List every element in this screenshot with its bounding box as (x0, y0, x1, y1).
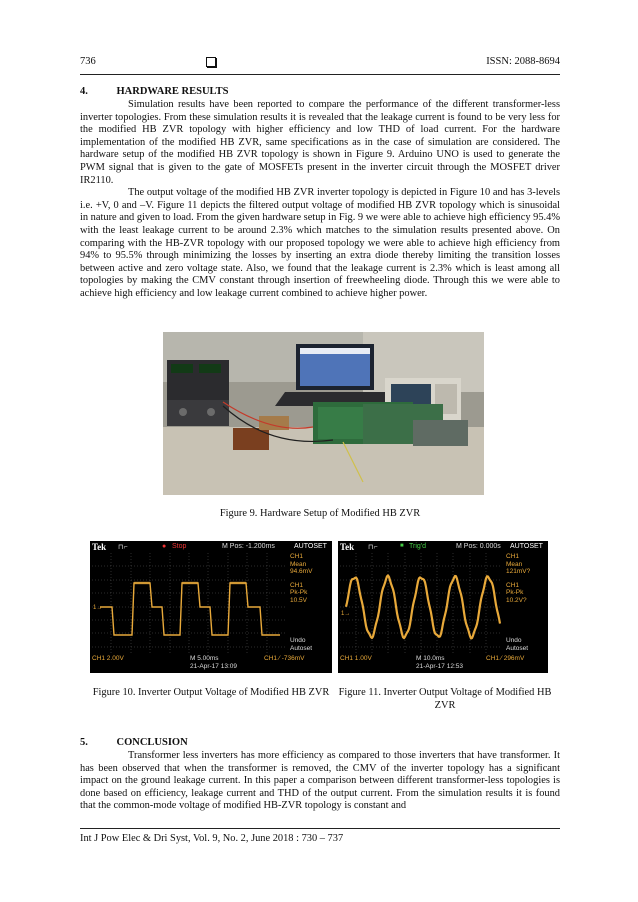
meas-pkpk-value: 10.2V? (506, 596, 527, 604)
meas-mean-label: Mean (506, 560, 523, 568)
hardware-setup-illustration (163, 332, 484, 495)
scope-mpos: M Pos: 0.000s (456, 543, 501, 550)
page-header (80, 56, 560, 72)
svg-text:1→: 1→ (93, 605, 103, 611)
meas-pkpk-value: 10.5V (290, 596, 307, 604)
section-4-number: 4. (80, 86, 88, 97)
scope-brand: Tek (92, 542, 107, 552)
meas-mean-value: 94.6mV (290, 568, 313, 575)
svg-text:1→: 1→ (341, 611, 351, 617)
scope-autoset: AUTOSET (294, 543, 327, 550)
meas-mean-label: Mean (290, 560, 307, 568)
meas-ch1: CH1 (506, 553, 520, 560)
scope-grid (340, 553, 502, 660)
checkbox-glyph-icon (206, 57, 216, 67)
scope-undo (286, 637, 312, 652)
scope-topbar (90, 541, 332, 553)
autoset-label: Autoset (506, 644, 529, 652)
trigger-pulse-icon: ⊓⌐ (118, 544, 128, 551)
scope-date: 21-Apr-17 12:53 (416, 663, 463, 670)
undo-label: Undo (290, 637, 306, 644)
hardware-setup-photo (163, 332, 484, 495)
time-scale: M 10.0ms (416, 655, 445, 662)
figure-10-oscilloscope (90, 541, 332, 673)
meas-mean-value: 121mV? (506, 568, 531, 575)
section-4-title: HARDWARE RESULTS (116, 86, 229, 97)
header-rule (80, 74, 560, 75)
ch1-scale: CH1 1.00V (340, 655, 372, 662)
autoset-label: Autoset (290, 644, 313, 652)
section-5-title: CONCLUSION (116, 737, 188, 748)
scope-measurements (502, 553, 548, 660)
scope-brand: Tek (340, 542, 355, 552)
scope-undo (502, 637, 528, 652)
scope-state: Trig'd (409, 543, 427, 550)
meas-ch1-b: CH1 (506, 581, 520, 589)
trigger-pulse-icon: ⊓⌐ (368, 544, 378, 551)
undo-label: Undo (506, 637, 522, 644)
ch1-scale: CH1 2.00V (92, 655, 124, 662)
figure-9-caption: Figure 9. Hardware Setup of Modified HB ZVR (219, 508, 421, 519)
section-4-paragraph-1: Simulation results have been reported to compare the performance of the different transformer-less inverter topologies. From these simulation results it is revealed that the leakage current is found to be very less for the modified HB ZVR topology with higher efficiency and low THD of load current. For the hardware implementation of the modified HB ZVR, same specifications as in the case of simulation are considered. The hardware setup of the modified HB ZVR topology is shown in Figure 9. Arduino UNO is used to generate the PWM signal that is given to the gate of MOSFETs present in the inverter circuit through the MOSFET driver IR2110. (80, 99, 560, 186)
scope-stop-dot-icon: ● (162, 543, 167, 550)
scope-bottom-bar (338, 653, 548, 673)
trigger-level: CH1 ∕ -736mV (264, 655, 305, 662)
section-4-paragraph-2: The output voltage of the modified HB ZVR inverter topology is depicted in Figure 10 and has 3-levels i.e. +V, 0 and –V. Figure 11 depicts the filtered output voltage of modified HB ZVR topology which is sinusoidal in nature and given to load. From the given hardware setup in Fig. 9 we were able to achieve high efficiency 95.4% with the least leakage current to be around 2.3% which matches to the simulation results presented above. On comparing with the HB-ZVR topology with our proposed topology we were able to achieve high efficiency from 94% to 95.5% through minimizing the losses by inserting an extra diode thereby limiting the transition losses between active and zero voltage state. Also, we found that the leakage current is 2.3% which is least among all topologies by making the CMV constant through insertion of freewheeling diode. Through this we were able to achieve high efficiency and low leakage current combined to achieve higher power. (80, 187, 560, 299)
section-5-heading (80, 737, 188, 748)
meas-ch1: CH1 (290, 553, 304, 560)
trigger-level: CH1 ∕ 296mV (486, 655, 525, 662)
section-5-body (80, 750, 560, 813)
page-number: 736 (80, 56, 96, 67)
issn-label: ISSN: 2088-8694 (486, 56, 560, 67)
meas-pkpk-label: Pk-Pk (290, 589, 308, 596)
section-5-paragraph-1: Transformer less inverters has more efficiency as compared to those inverters that have transformer. It has been observed that when the transformer is removed, the CMV of the inverter topology has a significant impact on the ground leakage current. In this paper a comparison between different transformer-less topologies is done based on efficiency, leakage current and THD of the output current. From the simulation results it is found that the common-mode voltage of modified HB-ZVR topology is constant and (80, 750, 560, 812)
footer-rule (80, 828, 560, 829)
scope-date: 21-Apr-17 13:09 (190, 663, 237, 670)
journal-footer: Int J Pow Elec & Dri Syst, Vol. 9, No. 2, June 2018 : 730 – 737 (80, 833, 344, 844)
figure-11-oscilloscope (338, 541, 548, 673)
scope-topbar (338, 541, 548, 553)
time-scale: M 5.00ms (190, 655, 219, 662)
section-5-number: 5. (80, 737, 88, 748)
trigd-indicator-icon: ■ (400, 543, 404, 549)
scope-autoset: AUTOSET (510, 543, 543, 550)
figure-10-caption: Figure 10. Inverter Output Voltage of Modified HB ZVR (92, 687, 330, 698)
scope-mpos: M Pos: -1.200ms (222, 543, 275, 550)
section-4-body (80, 99, 560, 301)
section-4-heading (80, 86, 228, 97)
scope-state: Stop (172, 543, 187, 550)
square-wave-trace (92, 553, 286, 660)
scope-bottom-bar (90, 653, 332, 673)
meas-pkpk-label: Pk-Pk (506, 589, 524, 596)
meas-ch1-b: CH1 (290, 581, 304, 589)
figure-11-caption: Figure 11. Inverter Output Voltage of Modified HB ZVR (338, 687, 552, 711)
sine-wave-trace (340, 553, 502, 660)
scope-grid (92, 553, 286, 660)
scope-measurements (286, 553, 332, 660)
